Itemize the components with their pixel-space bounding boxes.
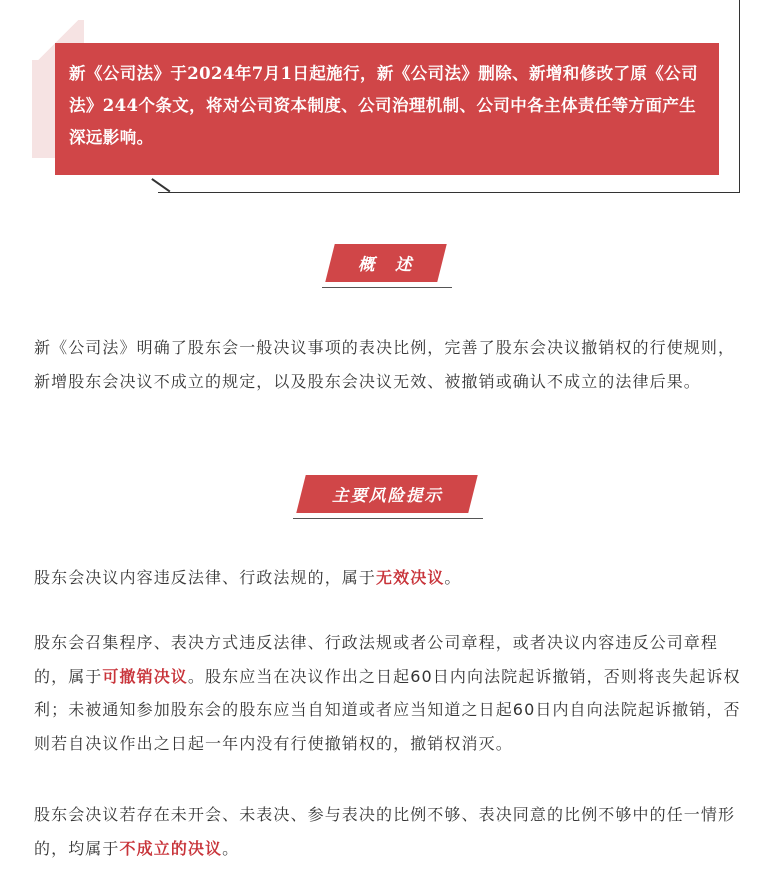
section-underline — [293, 518, 483, 519]
risk-paragraph-revocable — [34, 626, 744, 760]
paragraph-text: 股东会召集程序、表决方式违反法律、行政法规或者公司章程，或者决议内容违反公司章程的，属于 — [34, 633, 719, 686]
highlight-term: 可撤销决议 — [102, 666, 188, 686]
intro-box — [55, 43, 719, 175]
paragraph-text: 新《公司法》明确了股东会一般决议事项的表决比例，完善了股东会决议撤销权的行使规则，新增股东会决议不成立的规定，以及股东会决议无效、被撤销或确认不成立的法律后果。 — [34, 338, 736, 391]
section-underline — [322, 287, 452, 288]
paragraph-text: 。股东应当在决议作出之日起60日内向法院起诉撤销，否则将丧失起诉权利；未被通知参加股东会的股东应当自知道或者应当知道之日起60日内自向法院起诉撤销，否则若自决议作出之日起一年内没有行使撤销权的，撤销权消灭。 — [34, 666, 741, 753]
intro-text: 新《公司法》于2024年7月1日起施行，新《公司法》删除、新增和修改了原《公司法》244个条文，将对公司资本制度、公司治理机制、公司中各主体责任等方面产生深远影响。 — [69, 64, 698, 147]
section-heading-overview — [322, 244, 452, 288]
section-tag — [325, 244, 446, 282]
risk-paragraph-not-established — [34, 798, 744, 865]
risk-paragraph-void — [34, 561, 744, 595]
section-title: 概 述 — [358, 255, 414, 274]
section-tag — [296, 475, 477, 513]
paragraph-text: 。 — [222, 838, 240, 858]
paragraph-text: 股东会决议内容违反法律、行政法规的，属于 — [34, 568, 377, 587]
section-heading-risks — [293, 475, 483, 519]
highlight-term: 无效决议 — [376, 568, 445, 587]
paragraph-text: 。 — [444, 568, 462, 587]
paragraph-text: 股东会决议若存在未开会、未表决、参与表决的比例不够、表决同意的比例不够中的任一情形的，均属于 — [34, 805, 736, 858]
overview-paragraph — [34, 331, 744, 398]
highlight-term: 不成立的决议 — [119, 838, 223, 858]
section-title: 主要风险提示 — [331, 486, 443, 505]
